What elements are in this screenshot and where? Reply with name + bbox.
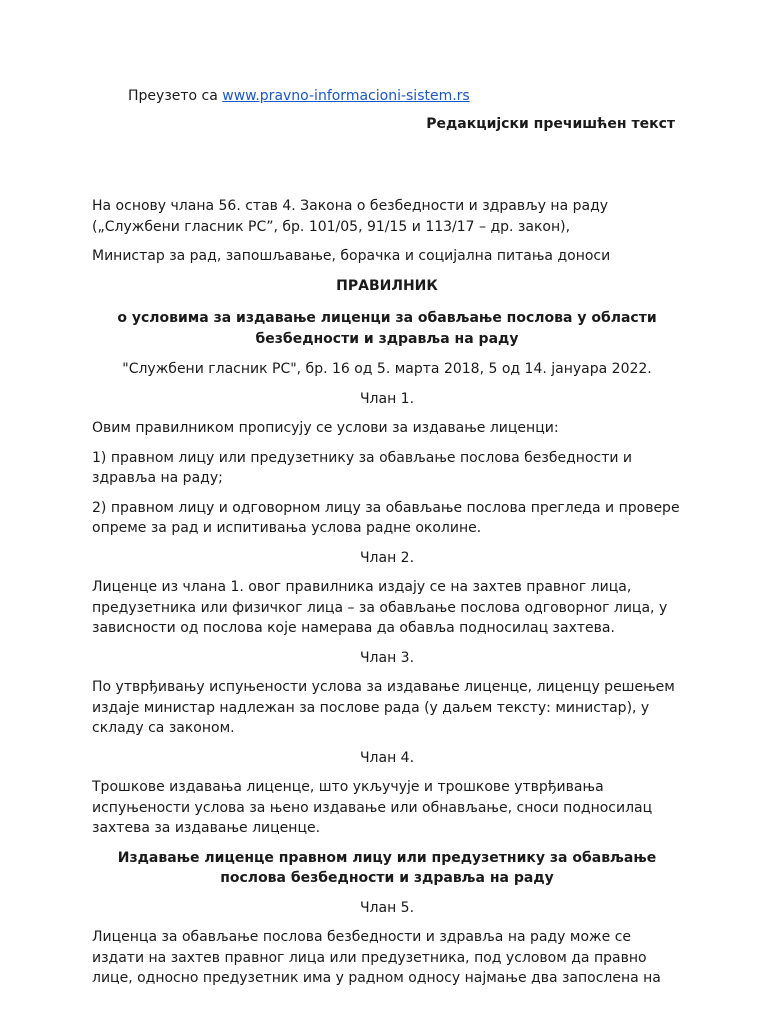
article-2-text: Лиценце из члана 1. овог правилника издају се на захтев правног лица, предузетника или физичког лица – за обављање послова одговорног лица, у зависности од послова које намерава да обавља подносилац захтева. xyxy=(92,579,668,636)
source-prefix: Преузето са xyxy=(128,88,223,104)
article-5-text: Лиценца за обављање послова безбедности и здравља на раду може се издати на захтев правног лица или предузетника, под условом да правно лице, односно предузетник има у радном односу најмање два запослена на xyxy=(92,929,661,986)
article-1-item-1: 1) правном лицу или предузетнику за обављање послова безбедности и здравља на раду; xyxy=(92,449,633,486)
revised-text-note: Редакцијски пречишћен текст xyxy=(426,116,675,132)
document-title: ПРАВИЛНИК xyxy=(336,277,438,294)
preamble-minister: Министар за рад, запошљавање, борачка и социјална питања доноси xyxy=(92,248,611,264)
document-body xyxy=(92,196,682,998)
article-4-text: Трошкове издавања лиценце, што укључује и трошкове утврђивања испуњености услова за њено издавање или обнављање, сноси подносилац захтева за издавање лиценце. xyxy=(92,779,653,836)
article-5-heading: Члан 5. xyxy=(359,899,415,916)
document-subtitle: о условима за издавање лиценци за обављање послова у области безбедности и здравља на раду xyxy=(117,310,657,347)
article-3-heading: Члан 3. xyxy=(359,649,415,666)
article-1-intro: Овим правилником прописују се услови за издавање лиценци: xyxy=(92,420,559,436)
article-4-heading: Члан 4. xyxy=(359,749,415,766)
article-3-text: По утврђивању испуњености услова за издавање лиценце, лиценцу решењем издаје министар надлежан за послове рада (у даљем тексту: министар), у складу са законом. xyxy=(92,679,675,736)
source-line xyxy=(128,86,470,106)
article-1-item-2: 2) правном лицу и одговорном лицу за обављање послова прегледа и провере опреме за рад и испитивања услова радне околине. xyxy=(92,499,680,536)
article-1-heading: Члан 1. xyxy=(359,390,415,407)
source-link[interactable]: www.pravno-informacioni-sistem.rs xyxy=(222,88,470,104)
preamble-basis: На основу члана 56. став 4. Закона о безбедности и здрављу на раду („Службени гласник РС”, бр. 101/05, 91/15 и 113/17 – др. закон), xyxy=(92,198,609,235)
article-2-heading: Члан 2. xyxy=(359,549,415,566)
gazette-reference: "Службени гласник РС", бр. 16 од 5. марта 2018, 5 од 14. јануара 2022. xyxy=(122,361,652,377)
section-heading: Издавање лиценце правном лицу или предузетнику за обављање послова безбедности и здравља на раду xyxy=(117,849,657,886)
